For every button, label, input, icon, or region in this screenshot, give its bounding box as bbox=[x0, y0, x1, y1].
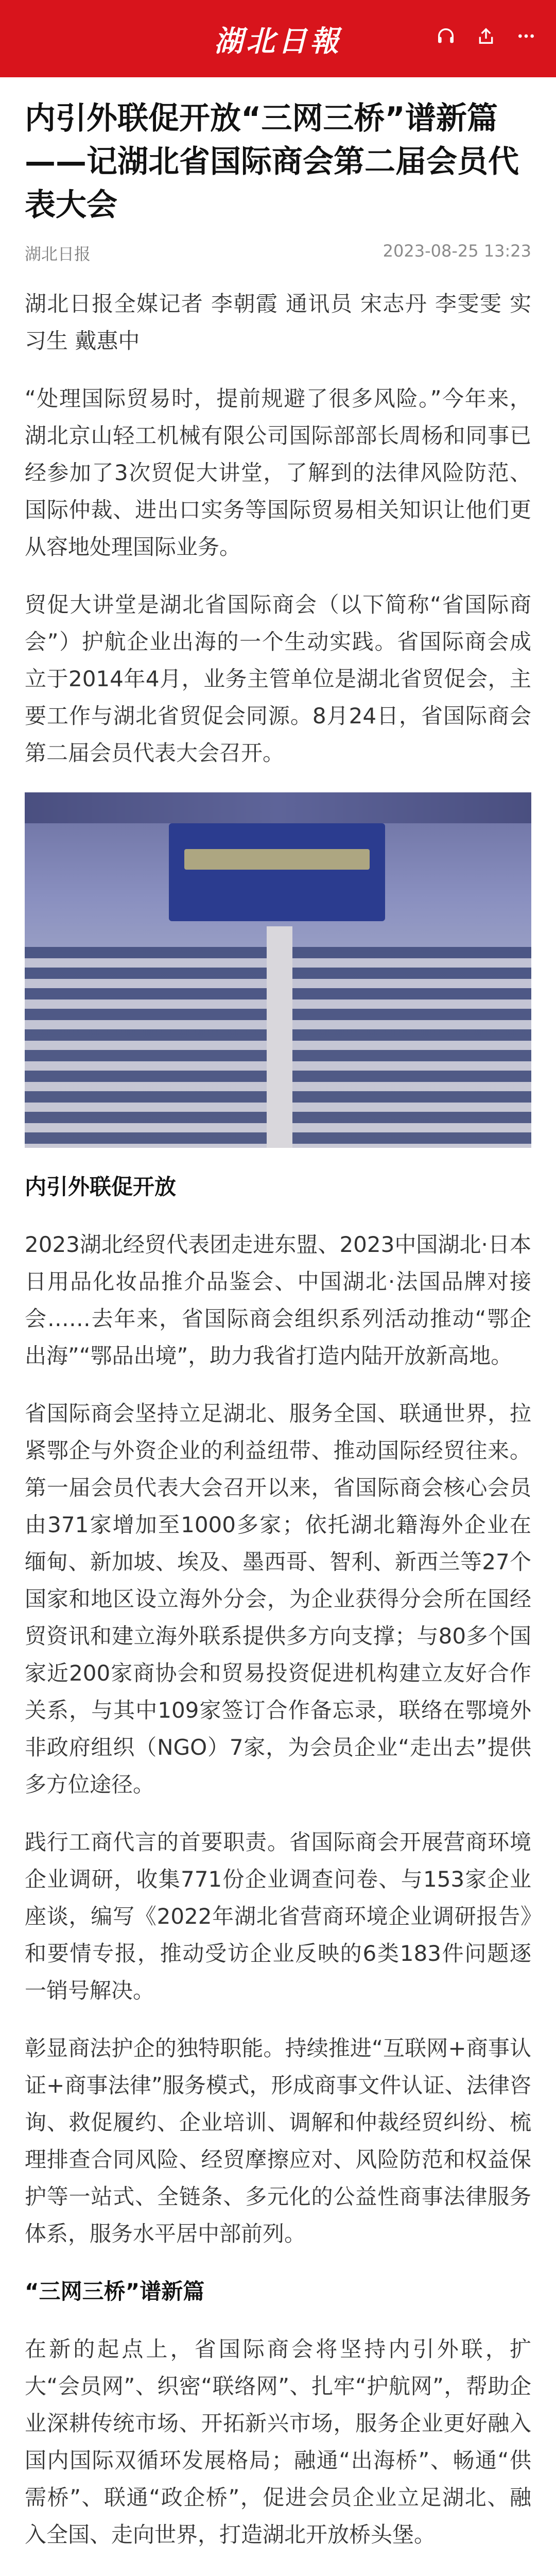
center-aisle bbox=[267, 926, 292, 1148]
paragraph: 2023湖北经贸代表团走进东盟、2023中国湖北·日本日用品化妆品推介品鉴会、中国湖北·法国品牌对接会……去年来，省国际商会组织系列活动推动“鄂企出海”“鄂品出境”，助力我省打造内陆开放新高地。 bbox=[25, 1232, 531, 1368]
article-title: 内引外联促开放“三网三桥”谱新篇——记湖北省国际商会第二届会员代表大会 bbox=[25, 100, 519, 223]
paragraph bbox=[25, 2574, 531, 2576]
article-source: 湖北日报 bbox=[25, 244, 91, 264]
paragraph: 彰显商法护企的独特职能。持续推进“互联网+商事认证+商事法律”服务模式，形成商事文件认证、法律咨询、救促履约、企业培训、调解和仲裁经贸纠纷、梳理排查合同风险、经贸摩擦应对、风险防范和权益保护等一站式、全链条、多元化的公益性商事法律服务体系，服务水平居中部前列。 bbox=[25, 2036, 531, 2246]
share-icon[interactable] bbox=[475, 25, 497, 47]
article bbox=[0, 97, 556, 2576]
paragraph: 在新的起点上，省国际商会将坚持内引外联，扩大“会员网”、织密“联络网”、扎牢“护航网”，帮助企业深耕传统市场、开拓新兴市场，服务企业更好融入国内国际双循环发展格局；融通“出海桥”、畅通“供需桥”、联通“政企桥”，促进会员企业立足湖北、融入全国、走向世界，打造湖北开放桥头堡。 bbox=[25, 2336, 531, 2547]
stage-banner bbox=[184, 849, 370, 870]
byline: 湖北日报全媒记者 李朝霞 通讯员 宋志丹 李雯雯 实习生 戴惠中 bbox=[25, 291, 531, 353]
article-meta bbox=[25, 241, 531, 265]
conference-photo bbox=[25, 792, 531, 1148]
top-bar bbox=[0, 0, 556, 77]
section-heading: “三网三桥”谱新篇 bbox=[25, 2279, 205, 2304]
paragraph: “处理国际贸易时，提前规避了很多风险。”今年来，湖北京山轻工机械有限公司国际部部长周杨和同事已经参加了3次贸促大讲堂，了解到的法律风险防范、国际仲裁、进出口实务等国际贸易相关知识让他们更从容地处理国际业务。 bbox=[25, 386, 531, 560]
headphones-icon[interactable] bbox=[435, 25, 457, 47]
section-heading: 内引外联促开放 bbox=[25, 1174, 177, 1199]
paragraph: 省国际商会坚持立足湖北、服务全国、联通世界，拉紧鄂企与外资企业的利益纽带、推动国际经贸往来。第一届会员代表大会召开以来，省国际商会核心会员由371家增加至1000多家；依托湖北籍海外企业在缅甸、新加坡、埃及、墨西哥、智利、新西兰等27个国家和地区设立海外分会，为企业获得分会所在国经贸资讯和建立海外联系提供多方向支撑；与80多个国家近200家商协会和贸易投资促进机构建立友好合作关系，与其中109家签订合作备忘录，联络在鄂境外非政府组织（NGO）7家，为会员企业“走出去”提供多方位途径。 bbox=[25, 1401, 531, 1797]
article-datetime: 2023-08-25 13:23 bbox=[383, 241, 531, 261]
more-icon[interactable] bbox=[515, 25, 537, 47]
header-icons bbox=[435, 25, 537, 47]
ceiling-lights bbox=[25, 792, 531, 823]
stage-screen bbox=[169, 823, 385, 921]
app-logo: 湖北日報 bbox=[214, 24, 342, 58]
paragraph: 贸促大讲堂是湖北省国际商会（以下简称“省国际商会”）护航企业出海的一个生动实践。省国际商会成立于2014年4月，业务主管单位是湖北省贸促会，主要工作与湖北省贸促会同源。8月24日，省国际商会第二届会员代表大会召开。 bbox=[25, 592, 531, 766]
paragraph: 践行工商代言的首要职责。省国际商会开展营商环境企业调研，收集771份企业调查问卷、与153家企业座谈，编写《2022年湖北省营商环境企业调研报告》和要情专报，推动受访企业反映的6类183件问题逐一销号解决。 bbox=[25, 1829, 531, 2003]
